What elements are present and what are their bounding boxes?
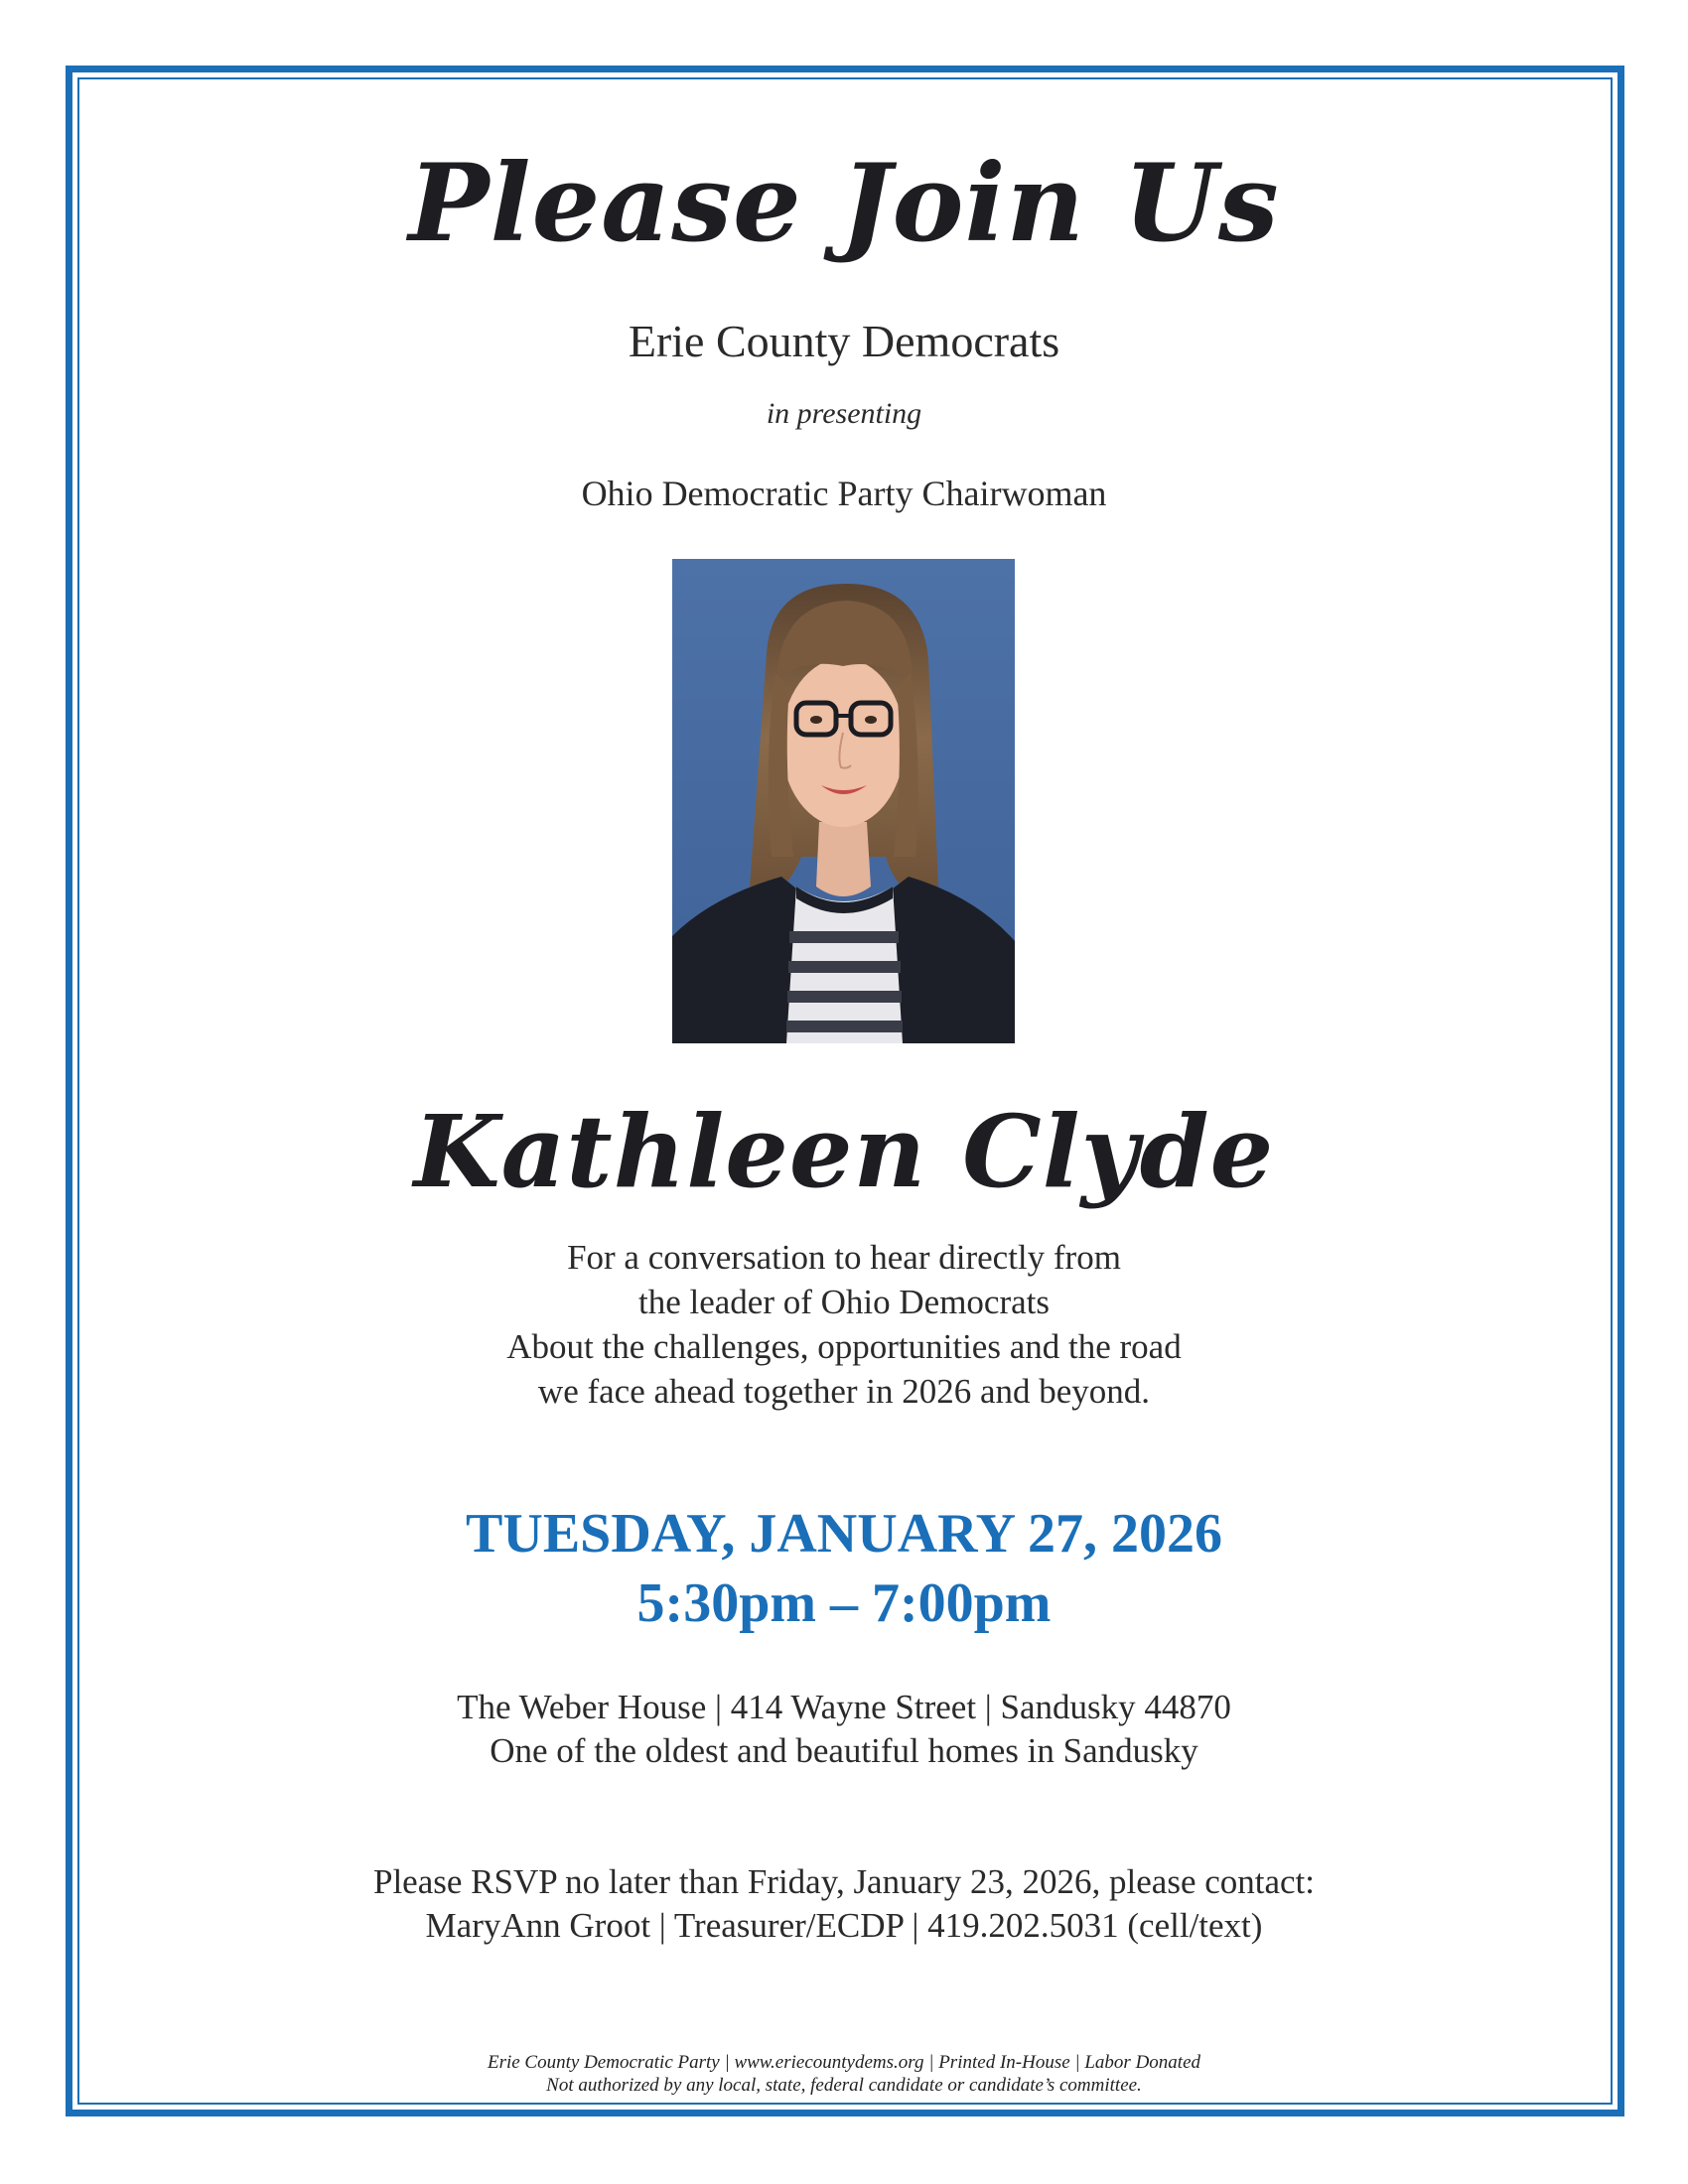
organization-name: Erie County Democrats xyxy=(628,316,1060,366)
presenting-label: in presenting xyxy=(766,397,922,430)
event-venue xyxy=(0,1686,1688,1773)
venue-note: One of the oldest and beautiful homes in Sandusky xyxy=(490,1731,1198,1770)
speaker-name: Kathleen Clyde xyxy=(413,1093,1275,1210)
description-line: For a conversation to hear directly from xyxy=(567,1238,1121,1277)
footer-line-2: Not authorized by any local, state, federal candidate or candidate’s committee. xyxy=(546,2075,1142,2096)
footer-disclaimer xyxy=(0,2051,1688,2097)
invitation-title: Please Join Us xyxy=(408,141,1280,266)
description-line: About the challenges, opportunities and the road xyxy=(506,1327,1182,1366)
event-date: TUESDAY, JANUARY 27, 2026 xyxy=(466,1503,1222,1565)
event-time: 5:30pm – 7:00pm xyxy=(636,1572,1052,1634)
speaker-portrait xyxy=(672,559,1015,1043)
rsvp-info xyxy=(0,1860,1688,1948)
description-line: we face ahead together in 2026 and beyond. xyxy=(537,1372,1151,1411)
event-description xyxy=(0,1235,1688,1414)
venue-address: The Weber House | 414 Wayne Street | Sandusky 44870 xyxy=(457,1688,1231,1726)
speaker-role: Ohio Democratic Party Chairwoman xyxy=(581,474,1107,513)
rsvp-deadline: Please RSVP no later than Friday, January 23, 2026, please contact: xyxy=(372,1862,1316,1901)
footer-line-1: Erie County Democratic Party | www.eriecountydems.org | Printed In-House | Labor Donated xyxy=(487,2052,1201,2073)
description-line: the leader of Ohio Democrats xyxy=(637,1283,1050,1321)
rsvp-contact: MaryAnn Groot | Treasurer/ECDP | 419.202.5031 (cell/text) xyxy=(425,1906,1263,1945)
